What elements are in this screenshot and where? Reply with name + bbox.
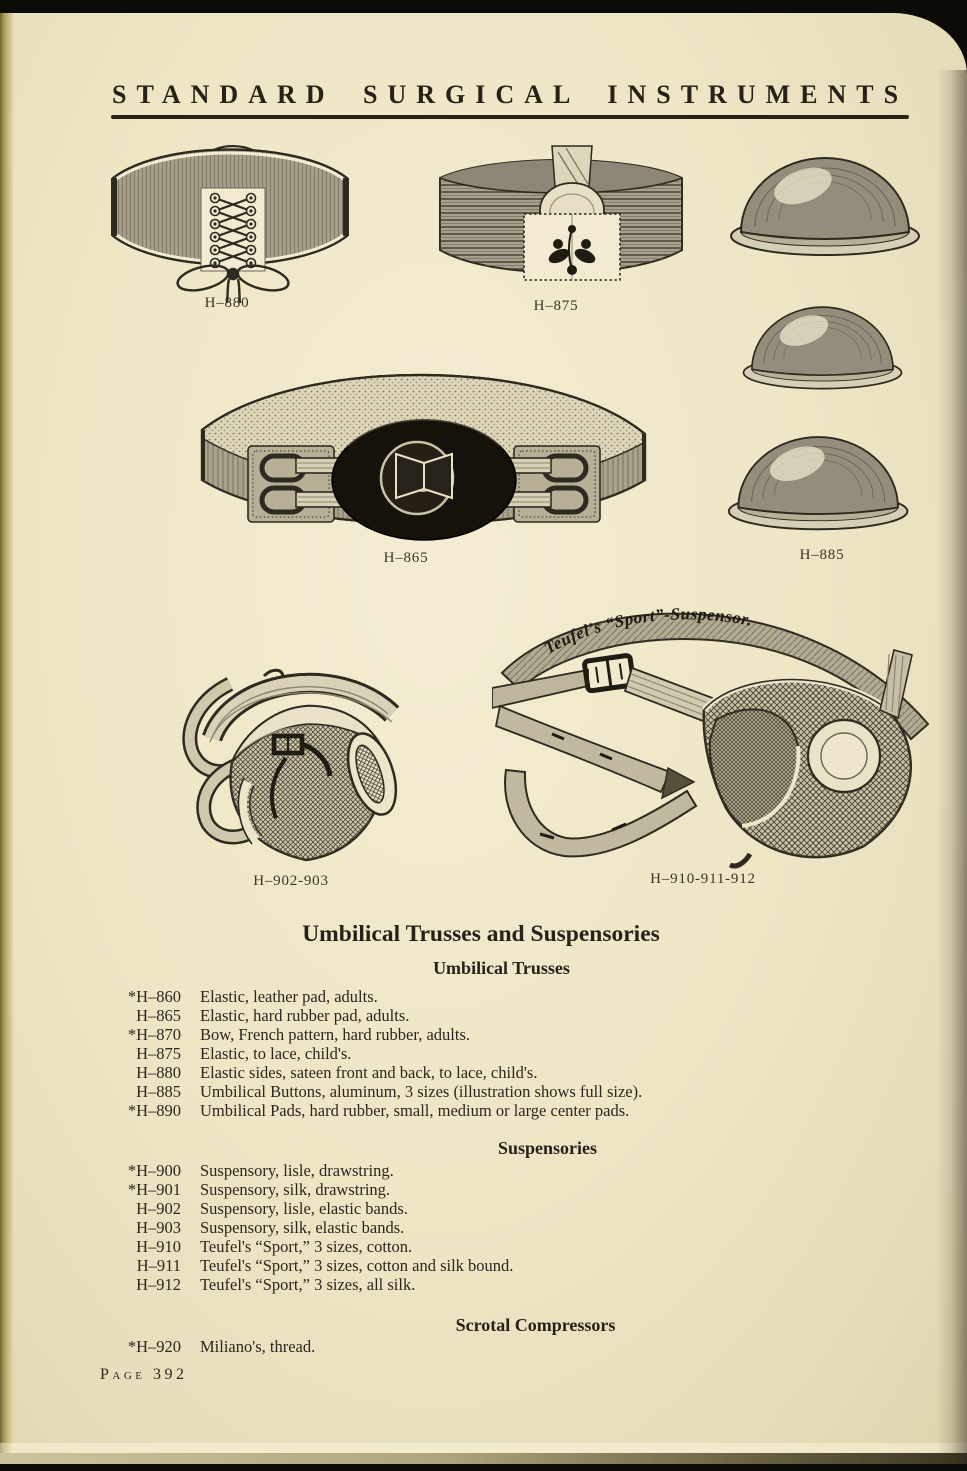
caption-h875: H–875 [533,298,579,314]
title-rule [111,115,909,119]
figure-h880-lace-belt [105,124,355,306]
catalog-item-desc: Teufel's “Sport,” 3 sizes, cotton and silk bound. [200,1256,514,1275]
figure-h902-903-suspensory [168,642,418,870]
catalog-item-desc: Suspensory, silk, elastic bands. [200,1218,405,1237]
umbilical-trusses-list [0,987,900,1120]
catalog-item-desc: Umbilical Pads, hard rubber, small, medium or large center pads. [200,1101,630,1120]
catalog-row [0,1337,900,1356]
catalog-row [0,1025,900,1044]
subheading-scrotal-compressors: Scrotal Compressors [455,1315,616,1335]
catalog-row [0,1218,900,1237]
catalog-item-desc: Suspensory, silk, drawstring. [200,1180,391,1199]
caption-h865: H–865 [383,550,429,566]
page-number: Page 392 [100,1366,188,1383]
catalog-row [0,1237,900,1256]
page-right-shadow [937,70,967,1464]
catalog-row [0,1199,900,1218]
button-small [729,437,908,529]
catalog-item-code: *H–890 [127,1101,181,1120]
section-title: Umbilical Trusses and Suspensories [302,921,660,947]
catalog-row [0,1275,900,1294]
catalog-item-desc: Miliano's, thread. [200,1337,316,1356]
caption-h902-903: H–902-903 [253,873,329,889]
mesh-pouch [704,680,911,866]
catalog-item-desc: Bow, French pattern, hard rubber, adults. [200,1025,470,1044]
catalog-item-code: H–875 [136,1044,181,1063]
catalog-item-desc: Suspensory, lisle, drawstring. [200,1161,394,1180]
catalog-item-code: H–912 [136,1275,181,1294]
catalog-row [0,1044,900,1063]
figure-h875-ribbed-belt [432,134,690,296]
caption-h880: H–880 [204,295,250,311]
catalog-item-code: H–880 [136,1063,181,1082]
catalog-item-code: *H–860 [127,987,181,1006]
catalog-row [0,1063,900,1082]
figure-h910-912-sport-suspensor [492,558,937,870]
scrotal-compressors-list [0,1337,900,1356]
catalog-item-desc: Elastic, leather pad, adults. [200,987,378,1006]
catalog-item-desc: Elastic, hard rubber pad, adults. [200,1006,410,1025]
catalog-item-desc: Suspensory, lisle, elastic bands. [200,1199,408,1218]
catalog-item-code: *H–870 [127,1025,181,1044]
catalog-row [0,1082,900,1101]
suspensories-list [0,1161,900,1294]
button-medium [744,307,902,388]
page-bottom-edge [0,1453,967,1464]
catalog-item-code: H–910 [136,1237,181,1256]
caption-h885: H–885 [799,547,845,563]
button-large [731,158,919,255]
catalog-row [0,1180,900,1199]
caption-h910-912: H–910-911-912 [650,871,756,887]
catalog-item-code: *H–900 [127,1161,181,1180]
subheading-suspensories: Suspensories [497,1138,598,1158]
catalog-item-code: H–911 [136,1256,181,1275]
catalog-item-code: *H–901 [127,1180,181,1199]
catalog-row [0,1161,900,1180]
catalog-item-code: H–903 [136,1218,181,1237]
catalog-item-code: H–885 [136,1082,181,1101]
catalog-item-desc: Elastic, to lace, child's. [200,1044,352,1063]
figure-h865-truss-belt [196,330,651,542]
catalog-item-desc: Umbilical Buttons, aluminum, 3 sizes (illustration shows full size). [200,1082,643,1101]
catalog-row [0,1006,900,1025]
catalog-item-code: *H–920 [127,1337,181,1356]
subheading-umbilical-trusses: Umbilical Trusses [433,958,570,978]
catalog-item-desc: Elastic sides, sateen front and back, to lace, child's. [200,1063,538,1082]
catalog-row [0,1256,900,1275]
figure-h885-umbilical-buttons [725,132,920,534]
strap-label-text: Teufel's “Sport”-Suspensor. [540,604,755,658]
lace-front-panel [524,214,620,280]
catalog-row [0,1101,900,1120]
catalog-item-code: H–902 [136,1199,181,1218]
catalog-item-code: H–865 [136,1006,181,1025]
catalog-item-desc: Teufel's “Sport,” 3 sizes, all silk. [200,1275,416,1294]
catalog-item-desc: Teufel's “Sport,” 3 sizes, cotton. [200,1237,413,1256]
page-title: STANDARD SURGICAL INSTRUMENTS [112,80,909,109]
lace-front-panel [201,188,265,271]
catalog-row [0,987,900,1006]
